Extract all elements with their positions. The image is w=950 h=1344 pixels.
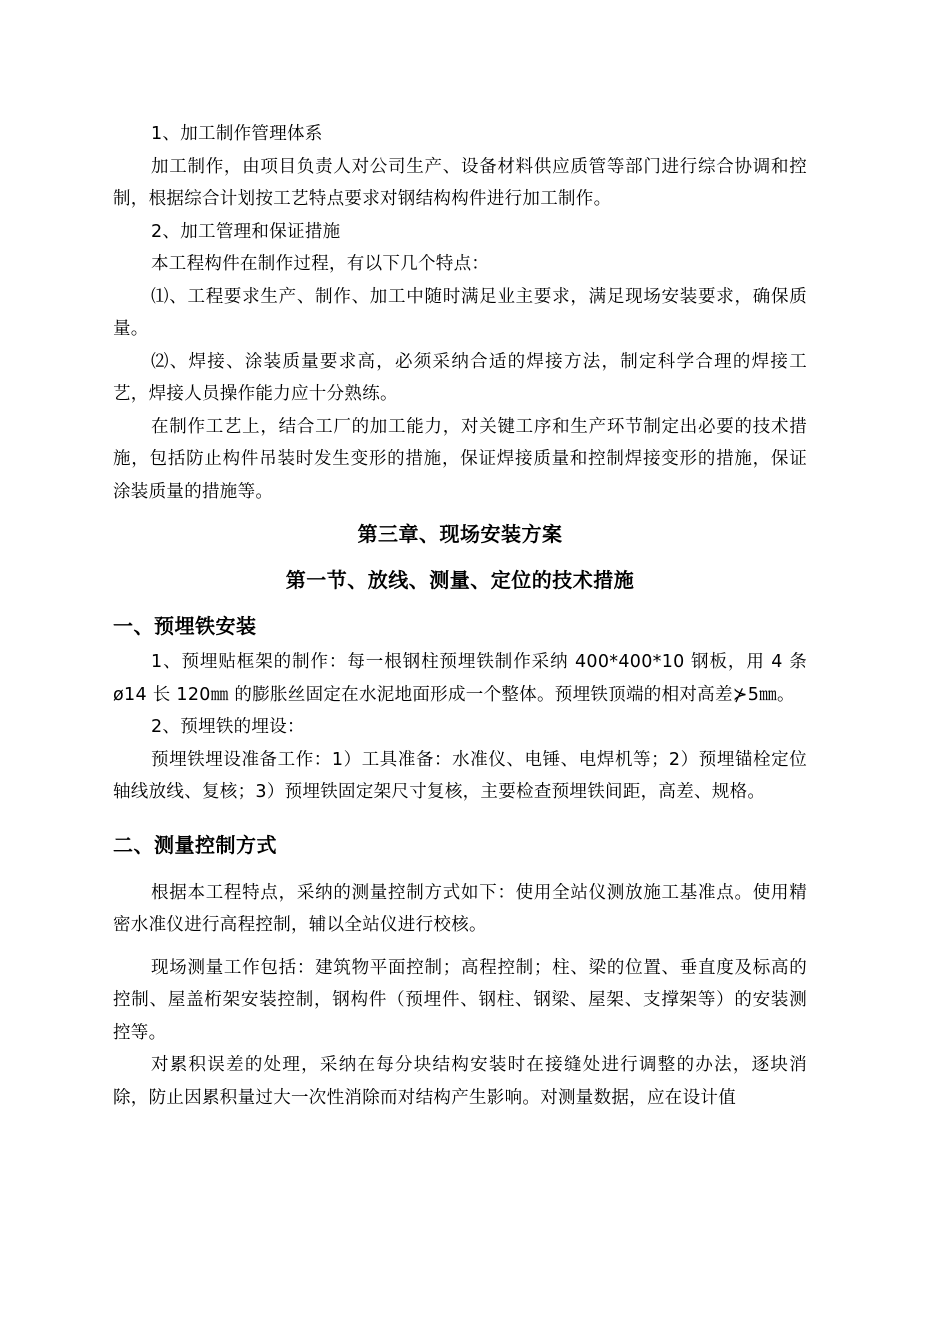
section-title: 第一节、放线、测量、定位的技术措施 — [285, 568, 635, 592]
document-page — [113, 118, 807, 1114]
item2-intro: 本工程构件在制作过程，有以下几个特点： — [151, 254, 490, 274]
process-paragraph: 在制作工艺上，结合工厂的加工能力，对关键工序和生产环节制定出必要的技术措施，包括防止构件吊装时发生变形的措施，保证焊接质量和控制焊接变形的措施，保证涂装质量的措施等。 — [113, 416, 807, 502]
part2-paragraph-3: 对累积误差的处理，采纳在每分块结构安装时在接缝处进行调整的办法，逐块消除，防止因累积量过大一次性消除而对结构产生影响。对测量数据，应在设计值 — [113, 1055, 807, 1108]
item1-paragraph: 加工制作，由项目负责人对公司生产、设备材料供应质管等部门进行综合协调和控制，根据综合计划按工艺特点要求对钢结构构件进行加工制作。 — [113, 156, 807, 209]
part1-heading: 一、预埋铁安装 — [113, 614, 257, 638]
item1-title: 1、加工制作管理体系 — [151, 124, 323, 144]
part2-heading: 二、测量控制方式 — [113, 832, 277, 857]
point-1: ⑴、工程要求生产、制作、加工中随时满足业主要求，满足现场安装要求，确保质量。 — [113, 286, 807, 339]
part1-item2-paragraph: 预埋铁埋设准备工作：1）工具准备：水准仪、电锤、电焊机等；2）预埋锚栓定位轴线放线、复核；3）预埋铁固定架尺寸复核，主要检查预埋铁间距，高差、规格。 — [113, 749, 807, 802]
point-2: ⑵、焊接、涂装质量要求高，必须采纳合适的焊接方法，制定科学合理的焊接工艺，焊接人员操作能力应十分熟练。 — [113, 351, 807, 404]
part2-paragraph-1: 根据本工程特点，采纳的测量控制方式如下：使用全站仪测放施工基准点。使用精密水准仪进行高程控制，辅以全站仪进行校核。 — [113, 882, 807, 935]
item2-title: 2、加工管理和保证措施 — [151, 221, 341, 242]
part1-item1: 1、预埋贴框架的制作：每一根钢柱预埋铁制作采纳 400*400*10 钢板，用 4 条ø14 长 120㎜ 的膨胀丝固定在水泥地面形成一个整体。预埋铁顶端的相对高差⊁5㎜。 — [113, 652, 807, 705]
part2-paragraph-2: 现场测量工作包括：建筑物平面控制；高程控制；柱、梁的位置、垂直度及标高的控制、屋盖桁架安装控制，钢构件（预埋件、钢柱、钢梁、屋架、支撑架等）的安装测控等。 — [113, 957, 807, 1043]
chapter-title: 第三章、现场安装方案 — [357, 522, 563, 546]
part1-item2: 2、预埋铁的埋设： — [151, 717, 305, 737]
